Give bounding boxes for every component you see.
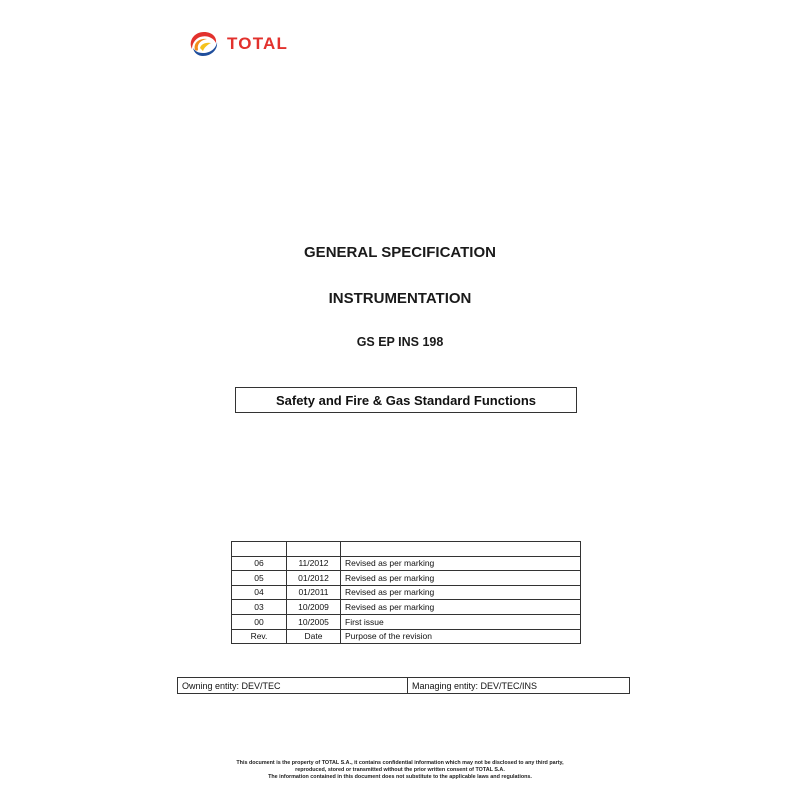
purpose-cell: Revised as per marking [341, 600, 581, 615]
managing-entity: Managing entity: DEV/TEC/INS [408, 678, 630, 694]
table-row [178, 678, 630, 694]
purpose-cell: Revised as per marking [341, 585, 581, 600]
date-cell: 01/2011 [287, 585, 341, 600]
rev-cell: 03 [232, 600, 287, 615]
table-row [232, 542, 581, 557]
rev-header: Rev. [232, 629, 287, 644]
table-row [232, 614, 581, 629]
date-cell: 01/2012 [287, 571, 341, 586]
total-logo [186, 29, 288, 59]
date-cell [287, 542, 341, 557]
footer-line: The information contained in this document does not substitute to the applicable laws and regulations. [268, 773, 532, 780]
footer-line: reproduced, stored or transmitted without the prior written consent of TOTAL S.A. [295, 766, 505, 773]
date-cell: 10/2005 [287, 614, 341, 629]
rev-cell: 00 [232, 614, 287, 629]
footer-line: This document is the property of TOTAL S.A., it contains confidential information which may not be disclosed to any third party, [236, 760, 564, 766]
total-swirl-icon [186, 29, 220, 59]
document-subject: Safety and Fire & Gas Standard Functions [235, 387, 577, 413]
total-wordmark: TOTAL [227, 34, 289, 53]
table-row [232, 556, 581, 571]
purpose-cell [341, 542, 581, 557]
confidentiality-footer [0, 760, 800, 780]
table-row [232, 571, 581, 586]
table-header-row [232, 629, 581, 644]
document-number: GS EP INS 198 [356, 335, 444, 349]
owning-entity: Owning entity: DEV/TEC [178, 678, 408, 694]
rev-cell: 04 [232, 585, 287, 600]
rev-cell: 05 [232, 571, 287, 586]
rev-cell [232, 542, 287, 557]
purpose-cell: First issue [341, 614, 581, 629]
date-cell: 10/2009 [287, 600, 341, 615]
revision-table [231, 541, 581, 644]
table-row [232, 600, 581, 615]
document-type-title: GENERAL SPECIFICATION [304, 244, 496, 261]
table-row [232, 585, 581, 600]
purpose-cell: Revised as per marking [341, 556, 581, 571]
entity-table [177, 677, 630, 694]
date-cell: 11/2012 [287, 556, 341, 571]
rev-cell: 06 [232, 556, 287, 571]
purpose-header: Purpose of the revision [341, 629, 581, 644]
purpose-cell: Revised as per marking [341, 571, 581, 586]
discipline-title: INSTRUMENTATION [328, 290, 472, 307]
date-header: Date [287, 629, 341, 644]
